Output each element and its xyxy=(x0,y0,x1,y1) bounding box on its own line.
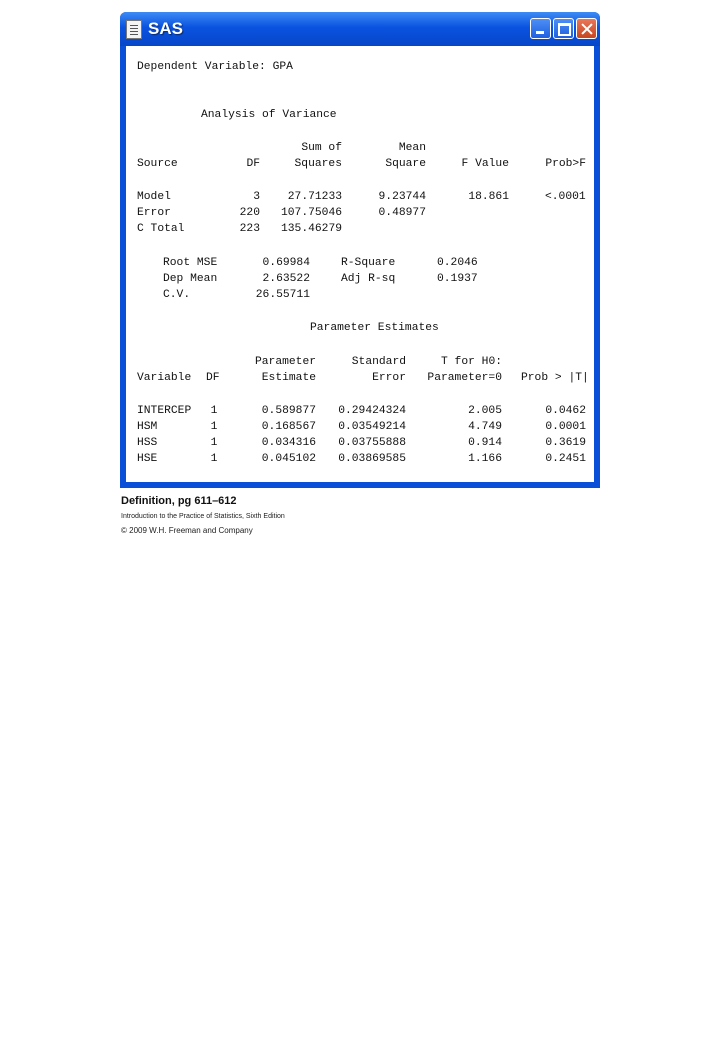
copyright-caption: © 2009 W.H. Freeman and Company xyxy=(121,526,253,535)
anova-p: <.0001 xyxy=(545,191,586,203)
param-std-error: 0.03755888 xyxy=(338,437,406,449)
anova-ms: 0.48977 xyxy=(378,207,426,219)
header-parameter-0: Parameter=0 xyxy=(427,372,502,384)
param-std-error: 0.03869585 xyxy=(338,453,406,465)
anova-f: 18.861 xyxy=(468,191,509,203)
param-p: 0.0462 xyxy=(545,405,586,417)
anova-ms: 9.23744 xyxy=(378,191,426,203)
header-prob-t: Prob > |T| xyxy=(521,372,589,384)
anova-title: Analysis of Variance xyxy=(201,109,337,121)
param-std-error: 0.29424324 xyxy=(338,405,406,417)
anova-source: C Total xyxy=(137,223,185,235)
parameter-estimates-title: Parameter Estimates xyxy=(310,322,439,334)
param-p: 0.0001 xyxy=(545,421,586,433)
param-variable: HSS xyxy=(137,437,158,449)
fit-label: R-Square xyxy=(341,257,396,269)
param-t: 0.914 xyxy=(468,437,502,449)
fit-value: 0.2046 xyxy=(437,257,478,269)
fit-label: C.V. xyxy=(163,289,191,301)
param-df: 1 xyxy=(210,421,218,433)
header-source: Source xyxy=(137,158,178,170)
header-square: Square xyxy=(385,158,426,170)
header-parameter: Parameter xyxy=(254,356,316,368)
header-df: DF xyxy=(246,158,260,170)
window-title: SAS xyxy=(148,19,183,38)
fit-value: 0.1937 xyxy=(437,273,478,285)
param-estimate: 0.045102 xyxy=(261,453,316,465)
param-variable: HSM xyxy=(137,421,158,433)
header-f-value: F Value xyxy=(461,158,509,170)
minimize-button[interactable] xyxy=(530,18,551,39)
fit-value: 2.63522 xyxy=(262,273,310,285)
fit-value: 0.69984 xyxy=(262,257,310,269)
book-caption: Introduction to the Practice of Statistics, Sixth Edition xyxy=(121,513,285,520)
close-button[interactable] xyxy=(576,18,597,39)
param-estimate: 0.034316 xyxy=(261,437,316,449)
param-t: 4.749 xyxy=(468,421,502,433)
param-t: 2.005 xyxy=(468,405,502,417)
anova-df: 220 xyxy=(239,207,260,219)
output-pane xyxy=(126,46,594,482)
anova-ss: 27.71233 xyxy=(287,191,342,203)
param-variable: INTERCEP xyxy=(137,405,192,417)
maximize-button[interactable] xyxy=(553,18,574,39)
param-p: 0.2451 xyxy=(545,453,586,465)
anova-source: Error xyxy=(137,207,171,219)
param-t: 1.166 xyxy=(468,453,502,465)
param-df: 1 xyxy=(210,405,218,417)
header-standard: Standard xyxy=(351,356,406,368)
header-error: Error xyxy=(372,372,406,384)
sas-window xyxy=(120,12,600,488)
header-mean: Mean xyxy=(398,142,426,154)
header-sum-of: Sum of xyxy=(301,142,342,154)
anova-df: 3 xyxy=(253,191,260,203)
anova-df: 223 xyxy=(239,223,260,235)
fit-value: 26.55711 xyxy=(255,289,310,301)
anova-ss: 107.75046 xyxy=(280,207,342,219)
fit-label: Adj R-sq xyxy=(341,273,396,285)
param-estimate: 0.589877 xyxy=(261,405,316,417)
fit-label: Dep Mean xyxy=(163,273,218,285)
param-p: 0.3619 xyxy=(545,437,586,449)
header-prob-f: Prob>F xyxy=(545,158,586,170)
document-icon xyxy=(126,20,142,39)
header-estimate: Estimate xyxy=(261,372,316,384)
param-df: 1 xyxy=(210,437,218,449)
anova-source: Model xyxy=(137,191,171,203)
dependent-variable: Dependent Variable: GPA xyxy=(137,61,293,73)
param-variable: HSE xyxy=(137,453,158,465)
title-bar[interactable] xyxy=(120,12,600,46)
header-df: DF xyxy=(206,372,220,384)
anova-ss: 135.46279 xyxy=(280,223,342,235)
param-std-error: 0.03549214 xyxy=(338,421,406,433)
header-variable: Variable xyxy=(137,372,192,384)
param-df: 1 xyxy=(210,453,218,465)
fit-label: Root MSE xyxy=(163,257,218,269)
header-t-for-h0: T for H0: xyxy=(440,356,502,368)
header-squares: Squares xyxy=(294,158,342,170)
param-estimate: 0.168567 xyxy=(261,421,316,433)
definition-caption: Definition, pg 611–612 xyxy=(121,495,237,507)
